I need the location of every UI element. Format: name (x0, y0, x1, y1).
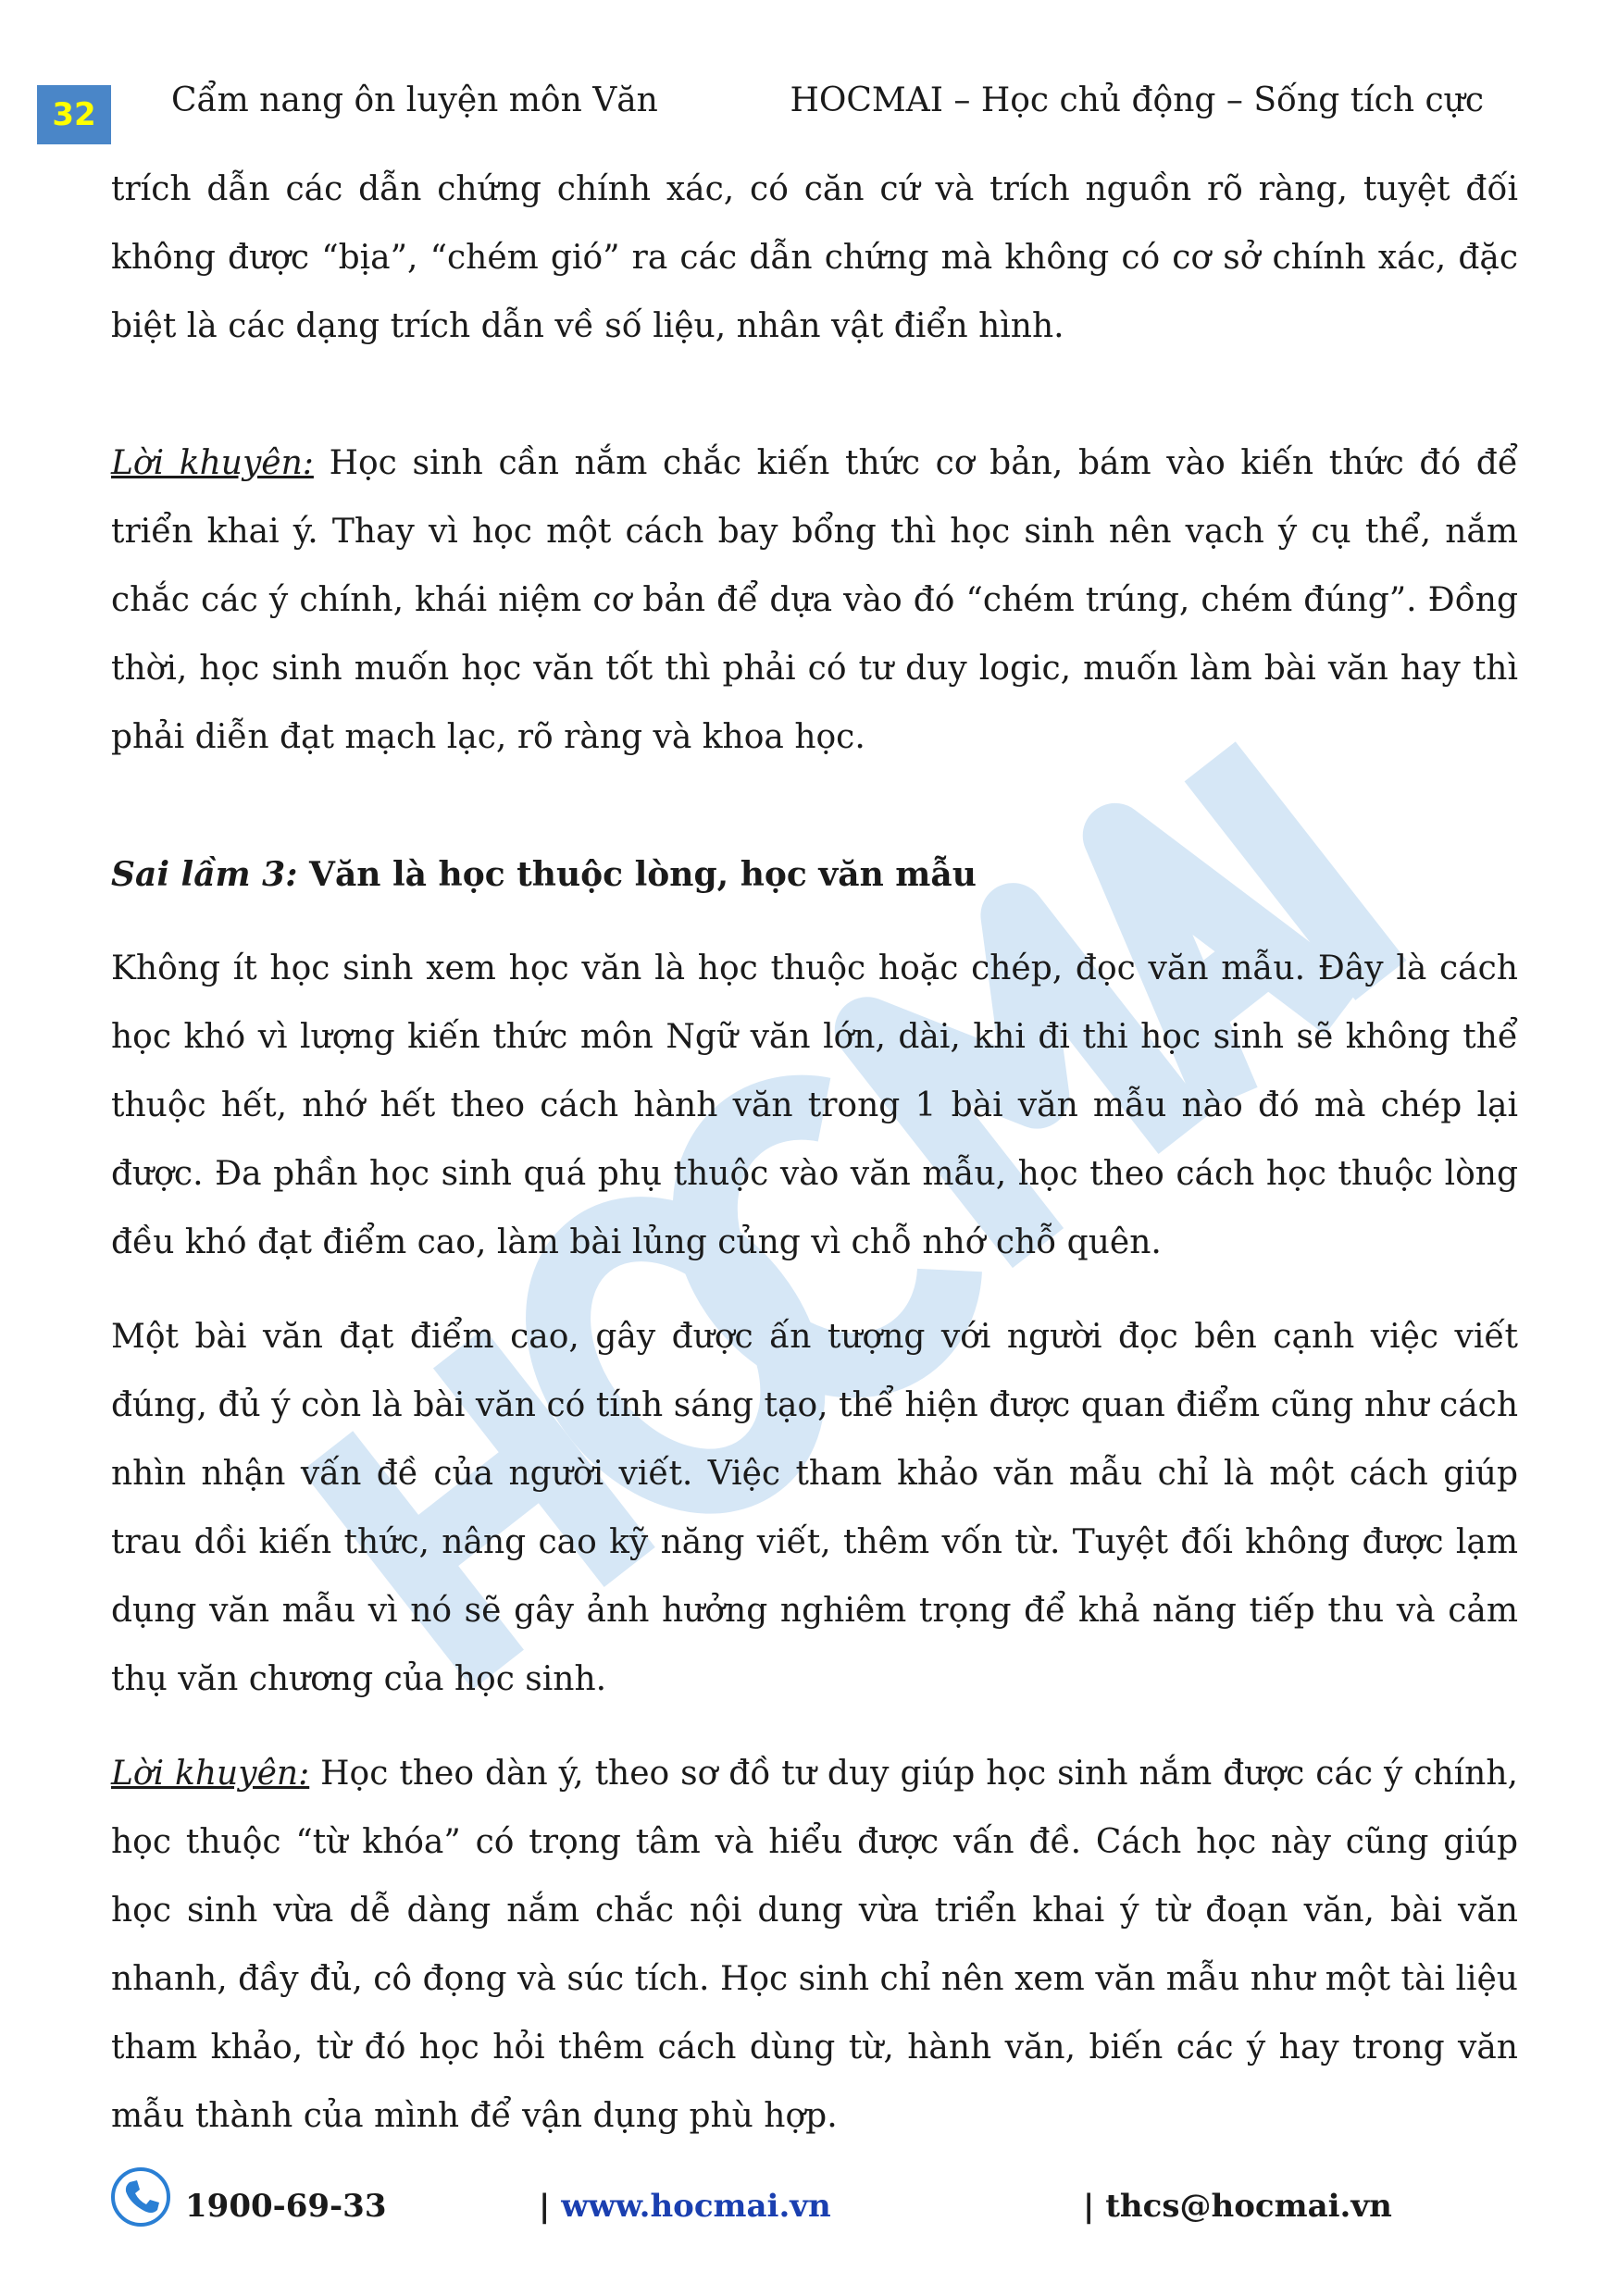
section-heading-title: Văn là học thuộc lòng, học văn mẫu (297, 855, 977, 894)
footer-website-link[interactable] (539, 2188, 831, 2225)
header-document-title: Cẩm nang ôn luyện môn Văn (171, 81, 658, 119)
page-number-badge: 32 (37, 85, 111, 144)
footer-separator: | (539, 2188, 562, 2225)
footer-phone: 1900-69-33 (185, 2188, 387, 2225)
header-slogan: HOCMAI – Học chủ động – Sống tích cực (790, 81, 1484, 119)
advice-paragraph-2 (111, 1740, 1518, 2151)
section-heading (111, 840, 1518, 909)
paragraph-creative-writing: Một bài văn đạt điểm cao, gây được ấn tượng với người đọc bên cạnh việc viết đúng, đủ ý còn là bài văn có tính sáng tạo, thể hiện được quan điểm cũng như cách nhìn nhận vấn đề của người viết. Việc tham khảo văn mẫu chỉ là một cách giúp trau dồi kiến thức, nâng cao kỹ năng viết, thêm vốn từ. Tuyệt đối không được lạm dụng văn mẫu vì nó sẽ gây ảnh hưởng nghiêm trọng để khả năng tiếp thu và cảm thụ văn chương của học sinh. (111, 1318, 1518, 1698)
advice-text: Học theo dàn ý, theo sơ đồ tư duy giúp học sinh nắm được các ý chính, học thuộc “từ khóa” có trọng tâm và hiểu được vấn đề. Cách học này cũng giúp học sinh vừa dễ dàng nắm chắc nội dung vừa triển khai ý từ đoạn văn, bài văn nhanh, đầy đủ, cô đọng và súc tích. Học sinh chỉ nên xem văn mẫu như một tài liệu tham khảo, từ đó học hỏi thêm cách dùng từ, hành văn, biến các ý hay trong văn mẫu thành của mình để vận dụng phù hợp. (111, 1755, 1518, 2135)
phone-icon (109, 2166, 172, 2228)
footer-email-link[interactable] (1083, 2188, 1392, 2225)
footer-website[interactable]: www.hocmai.vn (561, 2188, 831, 2225)
section-heading-label: Sai lầm 3: (111, 855, 298, 894)
footer-separator: | (1083, 2188, 1106, 2225)
paragraph-citation-warning: trích dẫn các dẫn chứng chính xác, có căn cứ và trích nguồn rõ ràng, tuyệt đối không được “bịa”, “chém gió” ra các dẫn chứng mà không có cơ sở chính xác, đặc biệt là các dạng trích dẫn về số liệu, nhân vật điển hình. (111, 170, 1518, 345)
advice-label: Lời khuyên: (111, 1755, 310, 1793)
advice-text: Học sinh cần nắm chắc kiến thức cơ bản, bám vào kiến thức đó để triển khai ý. Thay vì học một cách bay bổng thì học sinh nên vạch ý cụ thể, nắm chắc các ý chính, khái niệm cơ bản để dựa vào đó “chém trúng, chém đúng”. Đồng thời, học sinh muốn học văn tốt thì phải có tư duy logic, muốn làm bài văn hay thì phải diễn đạt mạch lạc, rõ ràng và khoa học. (111, 444, 1518, 756)
document-body (111, 155, 1518, 2177)
advice-paragraph-1 (111, 429, 1518, 772)
advice-label: Lời khuyên: (111, 444, 314, 482)
paragraph-rote-learning: Không ít học sinh xem học văn là học thuộc hoặc chép, đọc văn mẫu. Đây là cách học khó vì lượng kiến thức môn Ngữ văn lớn, dài, khi đi thi học sinh sẽ không thể thuộc hết, nhớ hết theo cách hành văn trong 1 bài văn mẫu nào đó mà chép lại được. Đa phần học sinh quá phụ thuộc vào văn mẫu, học theo cách học thuộc lòng đều khó đạt điểm cao, làm bài lủng củng vì chỗ nhớ chỗ quên. (111, 949, 1518, 1261)
footer-email[interactable]: thcs@hocmai.vn (1105, 2188, 1392, 2225)
